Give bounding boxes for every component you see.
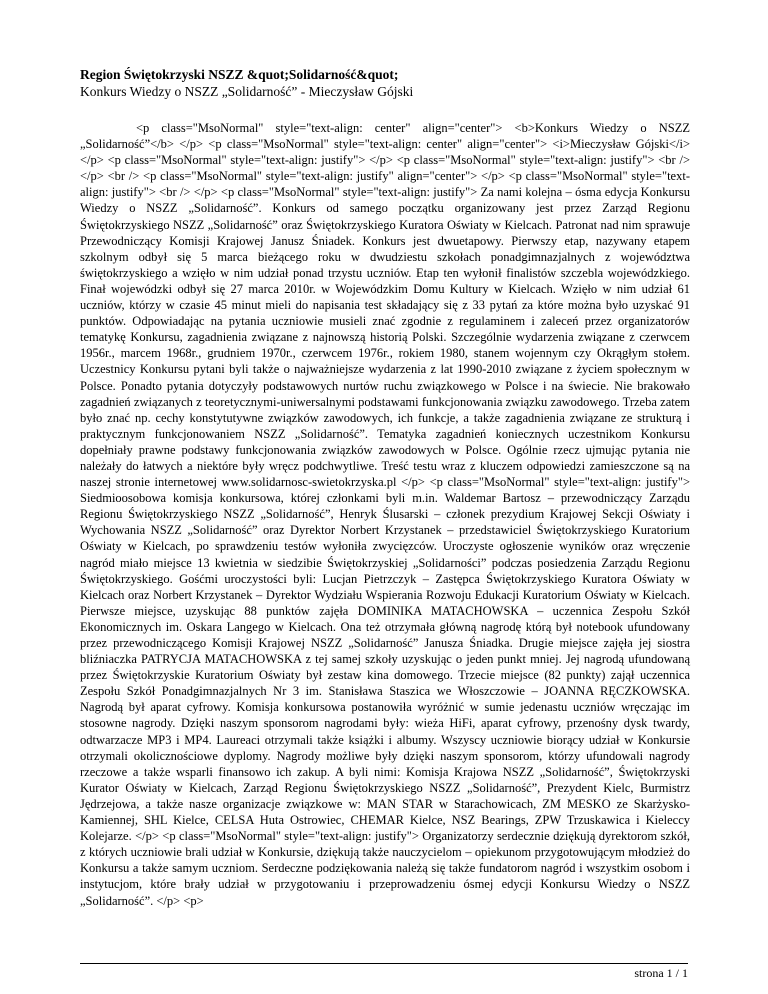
document-title: Region Świętokrzyski NSZZ &quot;Solidarność&quot; [80, 67, 399, 82]
body-text: <p class="MsoNormal" style="text-align: center" align="center"> <b>Konkurs Wiedzy o NSZZ „Solidarność”</b> </p> <p class="MsoNormal" style="text-align: center" align="center"> <i>Mieczysław Gójski</i> </p> <p class="MsoNormal" style="text-align: justify"> </p> <p class="MsoNormal" style="text-align: justify"> <br /> </p> <br /> <p class="MsoNormal" style="text-align: justify" align="center"> </p> <p class="MsoNormal" style="text-align: justify"> <br /> </p> <p class="MsoNormal" style="text-align: justify"> Za nami kolejna – ósma edycja Konkursu Wiedzy o NSZZ „Solidarność”. Konkurs od samego początku organizowany jest przez Zarząd Regionu Świętokrzyskiego NSZZ „Solidarność” oraz Świętokrzyskiego Kuratora Oświaty w Kielcach. Patronat nad nim sprawuje Przewodniczący Komisji Krajowej Janusz Śniadek. Konkurs jest dwuetapowy. Pierwszy etap, nazywany etapem szkolnym odbył się 5 marca bieżącego roku w dwudziestu szkołach ponadgimnazjalnych z województwa świętokrzyskiego a wzięło w nim udział ponad trzystu uczniów. Etap ten wyłonił finalistów szczebla wojewódzkiego. Finał wojewódzki odbył się 27 marca 2010r. w Wojewódzkim Domu Kultury w Kielcach. Wzięło w nim udział 61 uczniów, którzy w czasie 45 minut mieli do napisania test składający się z 33 pytań za które można było uzyskać 91 punktów. Odpowiadając na pytania uczniowie musieli znać zgodnie z regulaminem i zaleceń przez organizatorów tematykę Konkursu, zagadnienia związane z najnowszą historią Polski. Szczególnie wydarzenia związane z czerwcem 1956r., marcem 1968r., grudniem 1970r., czerwcem 1976r., rokiem 1980, stanem wojennym czy Okrągłym stołem. Uczestnicy Konkursu pytani byli także o najważniejsze wydarzenia z lat 1990-2010 związane z życiem społecznym w Polsce. Ponadto pytania dotyczyły podstawowych nurtów ruchu związkowego w Polsce i na świecie. Nie brakowało zagadnień związanych z teoretycznymi-uniwersalnymi podstawami funkcjonowania związku zawodowego. Trzeba zatem było znać np. cechy konstytutywne związków zawodowych, ich funkcje, a także zagadnienia związane ze strukturą i praktycznym funkcjonowaniem NSZZ „Solidarność”. Tematyka zagadnień koniecznych uczestnikom Konkursu dopełniały prawne podstawy funkcjonowania związków zawodowych w Polsce. Ogólnie rzecz ujmując pytania nie należały do łatwych a niektóre były wręcz podchwytliwe. Treść testu wraz z kluczem odpowiedzi zamieszczone są na naszej stronie internetowej www.solidarnosc-swietokrzyska.pl </p> <p class="MsoNormal" style="text-align: justify"> Siedmioosobowa komisja konkursowa, której członkami byli m.in. Waldemar Bartosz – przewodniczący Zarządu Regionu Świętokrzyskiego NSZZ „Solidarność”, Henryk Ślusarski – członek prezydium Krajowej Sekcji Oświaty i Wychowania NSZZ „Solidarność” oraz Dyrektor Norbert Krzystanek – przedstawiciel Świętokrzyskiego Kuratorium Oświaty w Kielcach, po sprawdzeniu testów wyłoniła zwycięzców. Uroczyste ogłoszenie wyników oraz wręczenie nagród miało miejsce 13 kwietnia w siedzibie Świętokrzyskiej „Solidarności” podczas posiedzenia Zarządu Regionu Świętokrzyskiego. Gośćmi uroczystości byli: Lucjan Pietrzczyk – Zastępca Świętokrzyskiego Kuratora Oświaty w Kielcach oraz Norbert Krzystanek – Dyrektor Wydziału Wspierania Rozwoju Edukacji Kuratorium Oświaty w Kielcach. Pierwsze miejsce, uzyskując 88 punktów zajęła DOMINIKA MATACHOWSKA – uczennica Zespołu Szkół Ekonomicznych im. Oskara Langego w Kielcach. Ona też otrzymała główną nagrodę którą był notebook ufundowany przez przewodniczącego Komisji Krajowej NSZZ „Solidarność” Janusza Śniadka. Drugie miejsce zajęła jej siostra bliźniaczka PATRYCJA MATACHOWSKA z tej samej szkoły uzyskując o jeden punkt mniej. Jej nagrodą ufundowaną przez Świętokrzyskie Kuratorium Oświaty był zestaw kina domowego. Trzecie miejsce (82 punkty) zajął uczennica Zespołu Szkół Ponadgimnazjalnych Nr 3 im. Stanisława Staszica we Włoszczowie – JOANNA RĘCZKOWSKA. Nagrodą był aparat cyfrowy. Komisja konkursowa postanowiła wyróżnić w sumie jedenastu uczniów wręczając im stosowne nagrody. Dzięki naszym sponsorom nagrodami były: wieża HiFi, aparat cyfrowy, przenośny dysk twardy, odtwarzacze MP3 i MP4. Laureaci otrzymali także książki i albumy. Wszyscy uczniowie biorący udział w Konkursie otrzymali okolicznościowe dyplomy. Nagrody możliwe były dzięki naszym sponsorom, którzy ufundowali nagrody rzeczowe a także wsparli finansowo ich zakup. A byli nimi: Komisja Krajowa NSZZ „Solidarność”, Świętokrzyski Kurator Oświaty w Kielcach, Zarząd Regionu Świętokrzyskiego NSZZ „Solidarność”, Prezydent Kielc, Burmistrz Jędrzejowa, a także nasze organizacje związkowe w: MAN STAR w Starachowicach, ZM MESKO ze Skarżysko-Kamiennej, SHL Kielce, CELSA Huta Ostrowiec, CHEMAR Kielce, NSZ Bearings, ZPW Trzuskawica i Kieleccy Kolejarze. </p> <p class="MsoNormal" style="text-align: justify"> Organizatorzy serdecznie dziękują dyrektorom szkół, z których uczniowie brali udział w Konkursie, dziękują także nauczycielom – opiekunom przygotowującym młodzież do Konkursu a także samym uczniom. Serdeczne podziękowania należą się także fundatorom nagród i wszystkim osobom i instytucjom, które brały udział w przygotowaniu i przeprowadzeniu ósmej edycji Konkursu Wiedzy o NSZZ „Solidarność”. </p> <p> [80, 121, 690, 908]
document-header [80, 66, 700, 100]
document-subtitle: Konkurs Wiedzy o NSZZ „Solidarność” - Mieczysław Gójski [80, 84, 414, 99]
page-number: strona 1 / 1 [634, 966, 688, 980]
document-body [80, 120, 690, 909]
footer-divider [80, 963, 688, 964]
